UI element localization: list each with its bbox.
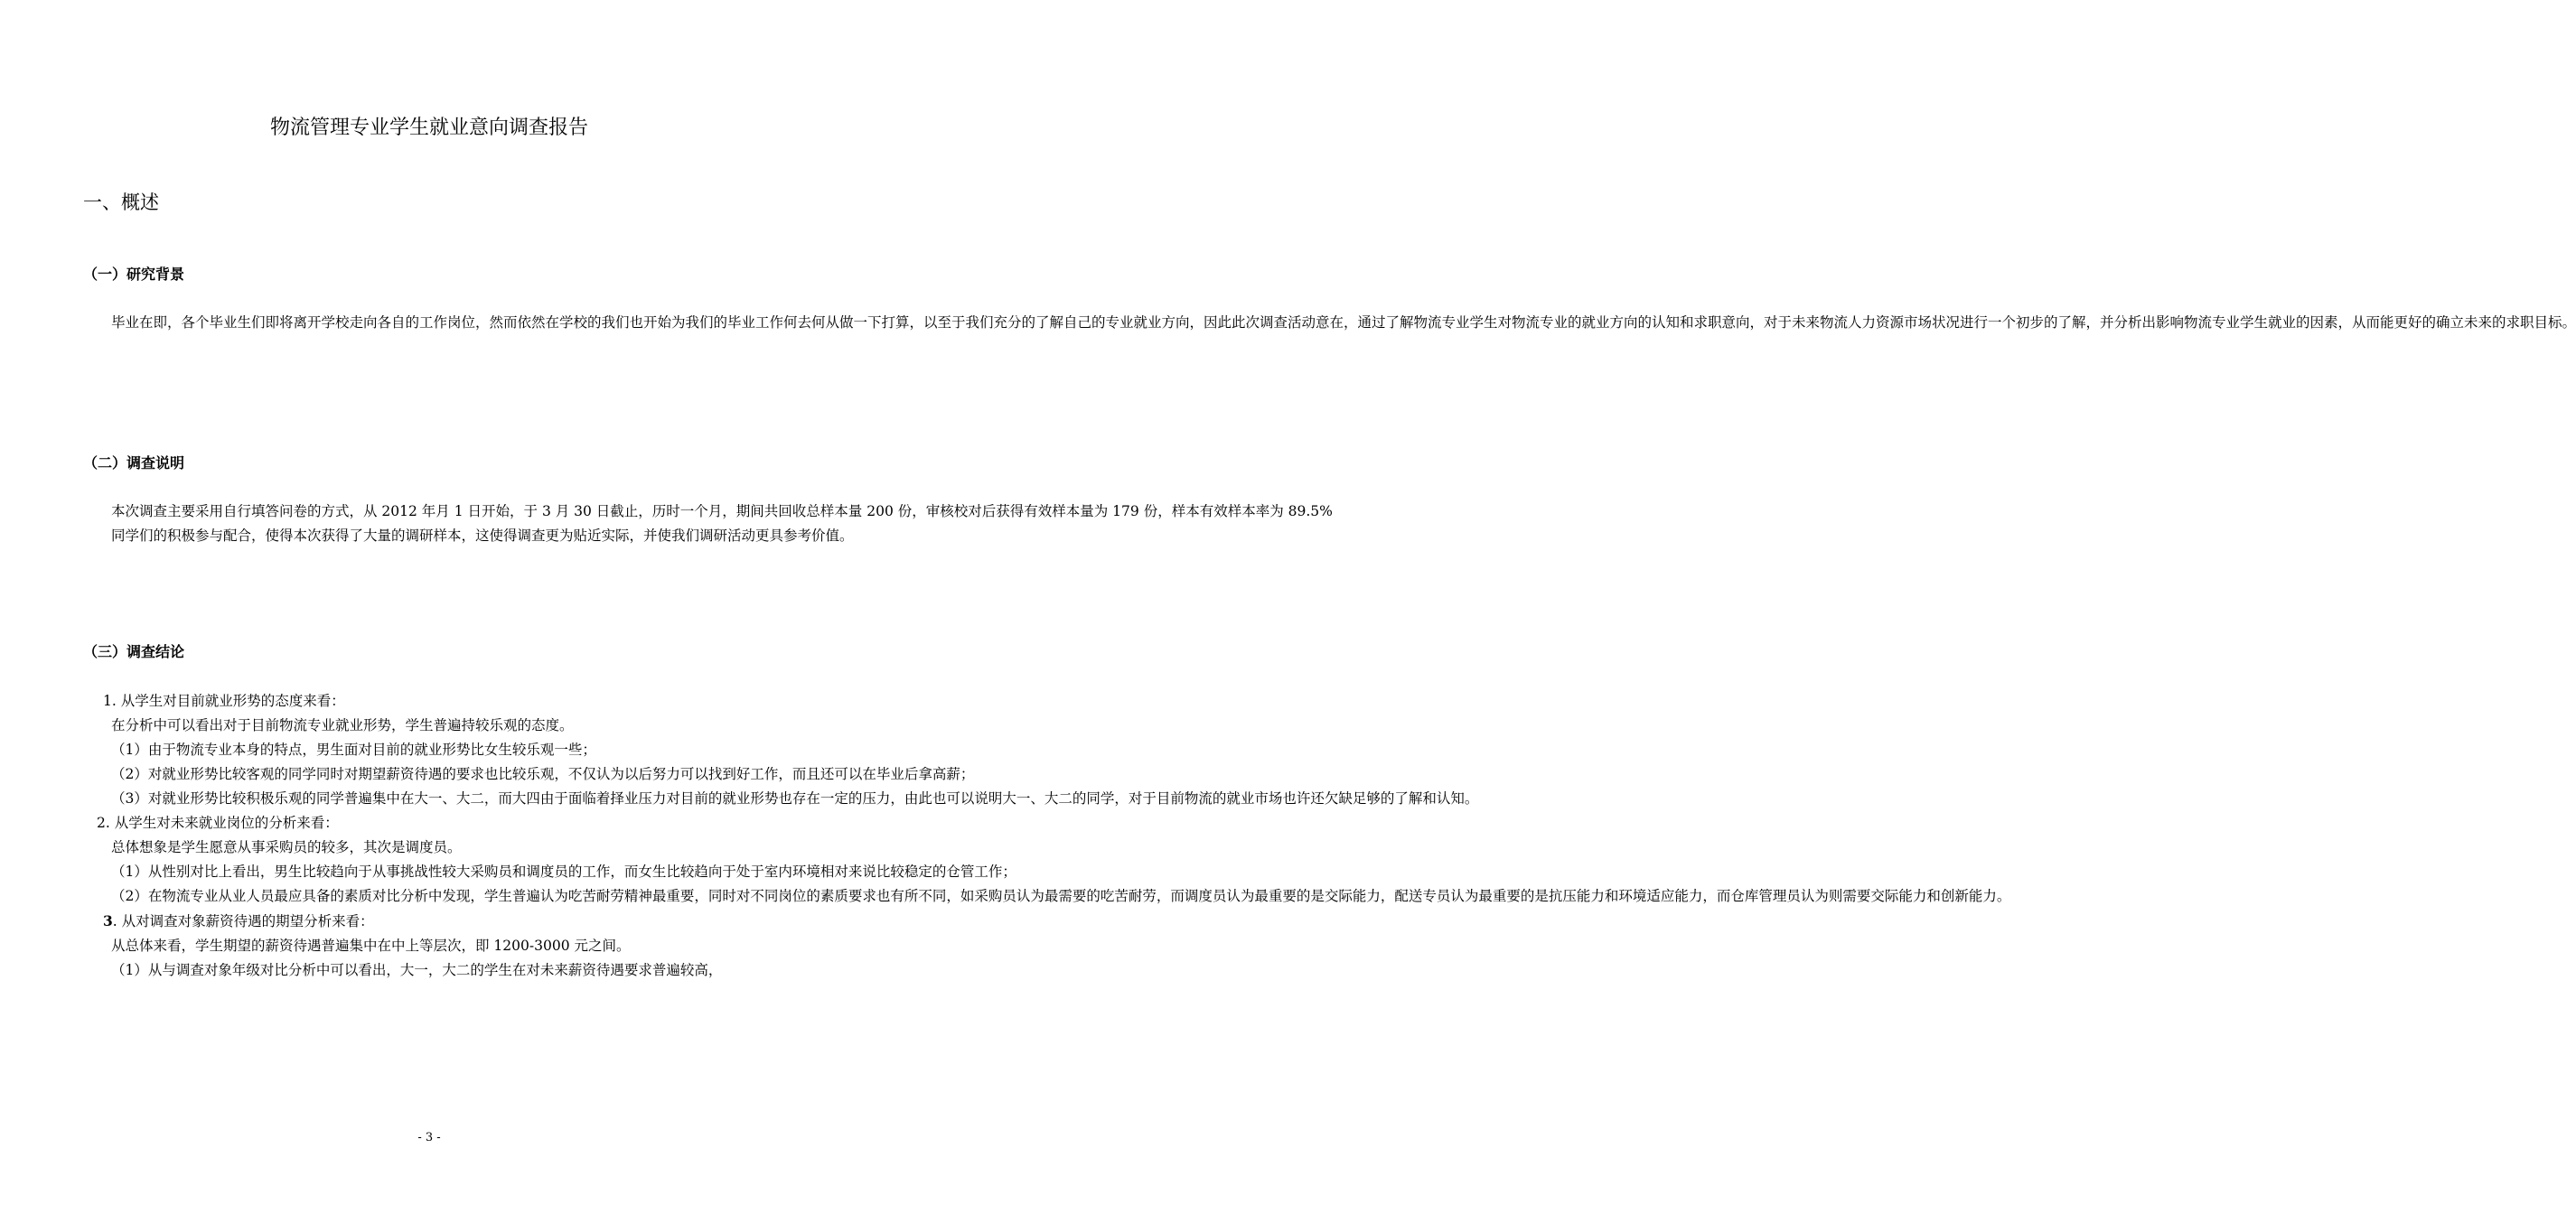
conclusion-3-heading-text: . 从对调查对象薪资待遇的期望分析来看： [112,913,374,929]
conclusion-3-heading [83,909,777,934]
conclusion-3-summary: 从总体来看，学生期望的薪资待遇普遍集中在中上等层次，即 1200-3000 元之间。 [111,938,631,954]
conclusion-block [83,689,2011,983]
conclusion-2-point-1: （1）从性别对比上看出，男生比较趋向于从事挑战性较大采购员和调度员的工作，而女生比较趋向于处于室内环境相对来说比较稳定的仓管工作； [111,864,1016,880]
conclusion-1-heading: 1. 从学生对目前就业形势的态度来看： [103,693,345,709]
background-paragraph [83,311,2576,335]
document-title: 物流管理专业学生就业意向调查报告 [269,117,588,139]
conclusion-1-point-1: （1）由于物流专业本身的特点，男生面对目前的就业形势比女生较乐观一些； [111,742,596,758]
background-text: 毕业在即，各个毕业生们即将离开学校走向各自的工作岗位，然而依然在学校的我们也开始为我们的毕业工作何去何从做一下打算，以至于我们充分的了解自己的专业就业方向，因此此次调查活动意在，通过了解物流专业学生对物流专业的就业方向的认知和求职意向，对于未来物流人力资源市场状况进行一个初步的了解，并分析出影响物流专业学生就业的因素，从而能更好的确立未来的求职目标。 [111,314,2576,331]
description-block [83,500,1333,548]
conclusion-2-summary: 总体想象是学生愿意从事采购员的较多，其次是调度员。 [111,839,462,855]
subheading-background: （一）研究背景 [83,266,185,283]
conclusion-2-heading: 2. 从学生对未来就业岗位的分析来看： [97,815,339,831]
conclusion-2-point-2: （2）在物流专业从业人员最应具备的素质对比分析中发现，学生普遍认为吃苦耐劳精神最重要，同时对不同岗位的素质要求也有所不同，如采购员认为最需要的吃苦耐劳，而调度员认为最重要的是交际能力，配送专员认为最重要的是抗压能力和环境适应能力，而仓库管理员认为则需要交际能力和创新能力。 [111,888,2011,904]
page-number: - 3 - [417,1131,441,1144]
conclusion-3-point-1: （1）从与调查对象年级对比分析中可以看出，大一，大二的学生在对未来薪资待遇要求普遍较高， [111,962,723,978]
conclusion-3-number: 3 [103,912,113,929]
description-paragraph-2: 同学们的积极参与配合，使得本次获得了大量的调研样本，这使得调查更为贴近实际，并使我们调研活动更具参考价值。 [111,528,854,544]
section-heading-overview: 一、概述 [83,191,159,213]
subheading-conclusion: （三）调查结论 [83,643,185,660]
conclusion-1-point-3: （3）对就业形势比较积极乐观的同学普遍集中在大一、大二，而大四由于面临着择业压力对目前的就业形势也存在一定的压力，由此也可以说明大一、大二的同学，对于目前物流的就业市场也许还欠缺足够的了解和认知。 [111,790,1479,807]
subheading-description: （二）调查说明 [83,454,185,472]
conclusion-1-point-2: （2）对就业形势比较客观的同学同时对期望薪资待遇的要求也比较乐观，不仅认为以后努力可以找到好工作，而且还可以在毕业后拿高薪； [111,766,975,782]
description-paragraph-1: 本次调查主要采用自行填答问卷的方式，从 2012 年月 1 日开始，于 3 月 30 日截止，历时一个月，期间共回收总样本量 200 份，审核校对后获得有效样本量为 179 份，样本有效样本率为 89.5% [111,503,1333,519]
conclusion-1-summary: 在分析中可以看出对于目前物流专业就业形势，学生普遍持较乐观的态度。 [111,717,574,733]
